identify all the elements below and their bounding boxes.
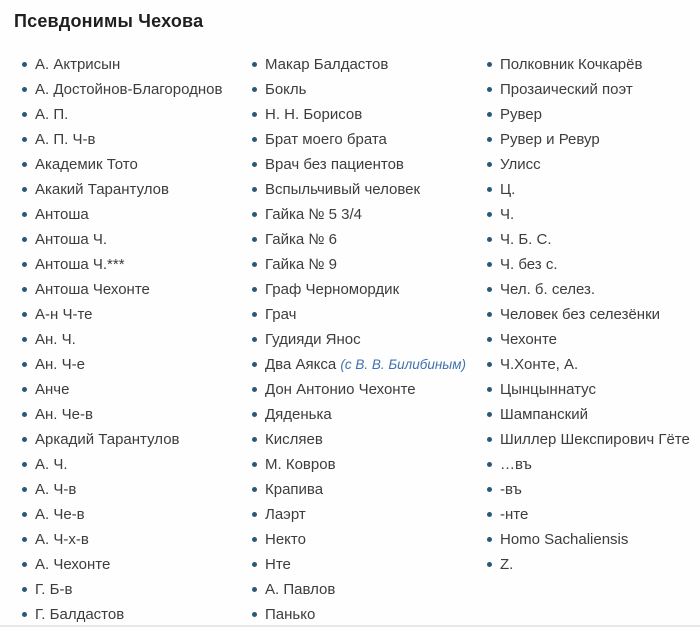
bullet-icon bbox=[252, 137, 257, 142]
bullet-icon bbox=[252, 237, 257, 242]
bullet-icon bbox=[252, 162, 257, 167]
pseudonym-text: Акакий Тарантулов bbox=[35, 181, 169, 198]
list-item bbox=[22, 232, 252, 247]
list-item bbox=[252, 282, 487, 297]
list-item bbox=[487, 82, 700, 97]
list-item bbox=[487, 457, 700, 472]
bullet-icon bbox=[22, 262, 27, 267]
list-item bbox=[252, 182, 487, 197]
list-item bbox=[252, 232, 487, 247]
bullet-icon bbox=[252, 262, 257, 267]
pseudonym-text: Анче bbox=[35, 381, 70, 398]
list-item bbox=[22, 157, 252, 172]
pseudonym-text: Шампанский bbox=[500, 406, 588, 423]
pseudonym-text: Гайка № 5 3/4 bbox=[265, 206, 363, 223]
pseudonym-text: Дяденька bbox=[265, 406, 332, 423]
bullet-icon bbox=[252, 287, 257, 292]
pseudonym-text: Некто bbox=[265, 531, 306, 548]
pseudonym-text: Макар Балдастов bbox=[265, 56, 389, 73]
list-item bbox=[22, 307, 252, 322]
list-item bbox=[252, 257, 487, 272]
bullet-icon bbox=[22, 187, 27, 192]
list-item bbox=[22, 107, 252, 122]
pseudonym-text: Человек без селезёнки bbox=[500, 306, 661, 323]
pseudonym-text: Прозаический поэт bbox=[500, 81, 633, 98]
bullet-icon bbox=[487, 212, 492, 217]
pseudonym-text: Гайка № 9 bbox=[265, 256, 338, 273]
pseudonym-text: Г. Балдастов bbox=[35, 606, 125, 623]
list-item bbox=[252, 107, 487, 122]
pseudonym-text: Лаэрт bbox=[265, 506, 306, 523]
bullet-icon bbox=[487, 512, 492, 517]
pseudonym-text: А. Ч-в bbox=[35, 481, 77, 498]
pseudonym-text: Ан. Ч-е bbox=[35, 356, 85, 373]
pseudonym-column bbox=[22, 57, 252, 632]
bullet-icon bbox=[252, 487, 257, 492]
bullet-icon bbox=[252, 537, 257, 542]
pseudonym-text: Ан. Ч. bbox=[35, 331, 76, 348]
list-item bbox=[487, 332, 700, 347]
list-item bbox=[22, 282, 252, 297]
bullet-icon bbox=[252, 462, 257, 467]
pseudonym-text: Ч. bbox=[500, 206, 515, 223]
bullet-icon bbox=[487, 262, 492, 267]
pseudonym-text: А. Павлов bbox=[265, 581, 336, 598]
bullet-icon bbox=[487, 362, 492, 367]
list-item bbox=[252, 132, 487, 147]
pseudonym-text: …въ bbox=[500, 456, 532, 473]
bullet-icon bbox=[22, 412, 27, 417]
pseudonym-text: Шиллер Шекспирович Гёте bbox=[500, 431, 690, 448]
list-item bbox=[487, 57, 700, 72]
pseudonym-text: Панько bbox=[265, 606, 316, 623]
list-item bbox=[252, 57, 487, 72]
list-item bbox=[22, 407, 252, 422]
pseudonym-text: А. Достойнов-Благороднов bbox=[35, 81, 223, 98]
bullet-icon bbox=[487, 337, 492, 342]
list-item bbox=[487, 107, 700, 122]
pseudonym-text: Цынцыннатус bbox=[500, 381, 596, 398]
list-item bbox=[487, 407, 700, 422]
list-item bbox=[22, 357, 252, 372]
list-item bbox=[22, 432, 252, 447]
bullet-icon bbox=[252, 437, 257, 442]
bullet-icon bbox=[487, 462, 492, 467]
list-item bbox=[487, 232, 700, 247]
pseudonym-text: А. П. bbox=[35, 106, 69, 123]
bullet-icon bbox=[487, 487, 492, 492]
bullet-icon bbox=[22, 62, 27, 67]
pseudonym-text: Аркадий Тарантулов bbox=[35, 431, 180, 448]
list-item bbox=[487, 482, 700, 497]
bullet-icon bbox=[487, 562, 492, 567]
list-item bbox=[252, 382, 487, 397]
list-item bbox=[252, 332, 487, 347]
bullet-icon bbox=[22, 462, 27, 467]
bullet-icon bbox=[487, 162, 492, 167]
pseudonym-text: Г. Б-в bbox=[35, 581, 73, 598]
list-item bbox=[22, 132, 252, 147]
list-item bbox=[22, 557, 252, 572]
list-item bbox=[252, 532, 487, 547]
list-item bbox=[487, 357, 700, 372]
pseudonym-text: Грач bbox=[265, 306, 297, 323]
bullet-icon bbox=[487, 237, 492, 242]
bullet-icon bbox=[22, 437, 27, 442]
list-item bbox=[487, 532, 700, 547]
pseudonym-text: Антоша Ч.*** bbox=[35, 256, 125, 273]
pseudonym-text: Полковник Кочкарёв bbox=[500, 56, 643, 73]
list-item bbox=[22, 332, 252, 347]
bullet-icon bbox=[252, 562, 257, 567]
list-item bbox=[252, 557, 487, 572]
bullet-icon bbox=[487, 137, 492, 142]
list-item bbox=[22, 182, 252, 197]
pseudonym-text: А. Актрисын bbox=[35, 56, 121, 73]
pseudonym-text: Кисляев bbox=[265, 431, 323, 448]
bullet-icon bbox=[22, 337, 27, 342]
bullet-icon bbox=[252, 212, 257, 217]
bullet-icon bbox=[487, 387, 492, 392]
pseudonym-column bbox=[252, 57, 487, 632]
bullet-icon bbox=[22, 587, 27, 592]
pseudonym-text: Врач без пациентов bbox=[265, 156, 404, 173]
bullet-icon bbox=[487, 412, 492, 417]
list-item bbox=[487, 282, 700, 297]
bullet-icon bbox=[22, 87, 27, 92]
pseudonym-text: Антоша bbox=[35, 206, 89, 223]
bullet-icon bbox=[22, 312, 27, 317]
pseudonym-text: М. Ковров bbox=[265, 456, 336, 473]
list-item bbox=[252, 207, 487, 222]
pseudonym-columns bbox=[22, 57, 700, 632]
bullet-icon bbox=[252, 512, 257, 517]
list-item bbox=[252, 582, 487, 597]
pseudonym-text: Нте bbox=[265, 556, 291, 573]
pseudonym-text: Два Аякса bbox=[265, 356, 337, 373]
page-title: Псевдонимы Чехова bbox=[14, 11, 204, 31]
pseudonym-text: Брат моего брата bbox=[265, 131, 387, 148]
bullet-icon bbox=[487, 112, 492, 117]
bullet-icon bbox=[252, 412, 257, 417]
bullet-icon bbox=[487, 287, 492, 292]
pseudonym-text: Гайка № 6 bbox=[265, 231, 338, 248]
list-item bbox=[487, 207, 700, 222]
bullet-icon bbox=[22, 237, 27, 242]
list-item bbox=[22, 507, 252, 522]
pseudonym-text: Н. Н. Борисов bbox=[265, 106, 363, 123]
pseudonym-text: А. Чехонте bbox=[35, 556, 111, 573]
list-item bbox=[487, 432, 700, 447]
pseudonym-column bbox=[487, 57, 700, 632]
list-item bbox=[487, 557, 700, 572]
bullet-icon bbox=[22, 537, 27, 542]
bullet-icon bbox=[252, 87, 257, 92]
list-item bbox=[252, 82, 487, 97]
list-item bbox=[22, 257, 252, 272]
bullet-icon bbox=[252, 387, 257, 392]
pseudonym-text: А. Ч-х-в bbox=[35, 531, 89, 548]
pseudonym-text: Гудияди Янос bbox=[265, 331, 361, 348]
bullet-icon bbox=[252, 62, 257, 67]
bullet-icon bbox=[487, 312, 492, 317]
pseudonym-text: Чел. б. селез. bbox=[500, 281, 596, 298]
pseudonym-text: А-н Ч-те bbox=[35, 306, 93, 323]
bullet-icon bbox=[22, 137, 27, 142]
bullet-icon bbox=[22, 512, 27, 517]
list-item bbox=[252, 357, 487, 372]
pseudonym-text: Граф Черномордик bbox=[265, 281, 400, 298]
list-item bbox=[487, 157, 700, 172]
bullet-icon bbox=[487, 537, 492, 542]
pseudonym-text: Крапива bbox=[265, 481, 324, 498]
pseudonym-text: Homo Sachaliensis bbox=[500, 531, 629, 548]
pseudonym-text: Рувер bbox=[500, 106, 542, 123]
bullet-icon bbox=[252, 112, 257, 117]
list-item bbox=[487, 257, 700, 272]
list-item bbox=[22, 532, 252, 547]
pseudonym-text: Ч. без с. bbox=[500, 256, 558, 273]
list-item bbox=[252, 157, 487, 172]
pseudonym-text: Антоша Чехонте bbox=[35, 281, 150, 298]
list-item bbox=[252, 307, 487, 322]
pseudonym-text: А. Че-в bbox=[35, 506, 85, 523]
bullet-icon bbox=[252, 312, 257, 317]
bullet-icon bbox=[252, 362, 257, 367]
list-item bbox=[22, 57, 252, 72]
pseudonym-text: Z. bbox=[500, 556, 514, 573]
list-item bbox=[252, 432, 487, 447]
bullet-icon bbox=[487, 437, 492, 442]
pseudonym-text: А. П. Ч-в bbox=[35, 131, 96, 148]
bullet-icon bbox=[487, 62, 492, 67]
bullet-icon bbox=[22, 212, 27, 217]
pseudonym-text: А. Ч. bbox=[35, 456, 68, 473]
bullet-icon bbox=[22, 162, 27, 167]
bullet-icon bbox=[22, 562, 27, 567]
pseudonym-text: Чехонте bbox=[500, 331, 558, 348]
list-item bbox=[22, 207, 252, 222]
pseudonym-text: -въ bbox=[500, 481, 522, 498]
list-item bbox=[252, 457, 487, 472]
pseudonym-text: Академик Тото bbox=[35, 156, 138, 173]
bullet-icon bbox=[252, 187, 257, 192]
pseudonym-text: Рувер и Ревур bbox=[500, 131, 600, 148]
pseudonym-text: Ч.Хонте, А. bbox=[500, 356, 579, 373]
list-item bbox=[22, 82, 252, 97]
list-item bbox=[22, 457, 252, 472]
list-item bbox=[487, 182, 700, 197]
bullet-icon bbox=[22, 612, 27, 617]
list-item bbox=[252, 607, 487, 622]
pseudonym-text: Вспыльчивый человек bbox=[265, 181, 421, 198]
bullet-icon bbox=[22, 287, 27, 292]
list-item bbox=[487, 382, 700, 397]
bullet-icon bbox=[487, 187, 492, 192]
list-item bbox=[22, 382, 252, 397]
pseudonym-text: Ц. bbox=[500, 181, 516, 198]
bullet-icon bbox=[22, 487, 27, 492]
bullet-icon bbox=[22, 112, 27, 117]
list-item bbox=[22, 607, 252, 622]
bullet-icon bbox=[22, 387, 27, 392]
pseudonym-text: Улисс bbox=[500, 156, 541, 173]
pseudonym-text: Ан. Че-в bbox=[35, 406, 93, 423]
list-item bbox=[487, 132, 700, 147]
list-item bbox=[487, 507, 700, 522]
pseudonym-text: Ч. Б. С. bbox=[500, 231, 552, 248]
bullet-icon bbox=[252, 587, 257, 592]
list-item bbox=[22, 482, 252, 497]
list-item bbox=[252, 507, 487, 522]
pseudonym-text: -нте bbox=[500, 506, 529, 523]
list-item bbox=[22, 582, 252, 597]
bullet-icon bbox=[487, 87, 492, 92]
pseudonym-text: Антоша Ч. bbox=[35, 231, 108, 248]
list-item bbox=[252, 482, 487, 497]
list-item bbox=[487, 307, 700, 322]
list-item bbox=[252, 407, 487, 422]
bullet-icon bbox=[22, 362, 27, 367]
pseudonym-text: Бокль bbox=[265, 81, 307, 98]
bullet-icon bbox=[252, 337, 257, 342]
collaboration-note-link[interactable]: (с В. В. Билибиным) bbox=[340, 357, 466, 372]
pseudonym-text: Дон Антонио Чехонте bbox=[265, 381, 416, 398]
bullet-icon bbox=[252, 612, 257, 617]
